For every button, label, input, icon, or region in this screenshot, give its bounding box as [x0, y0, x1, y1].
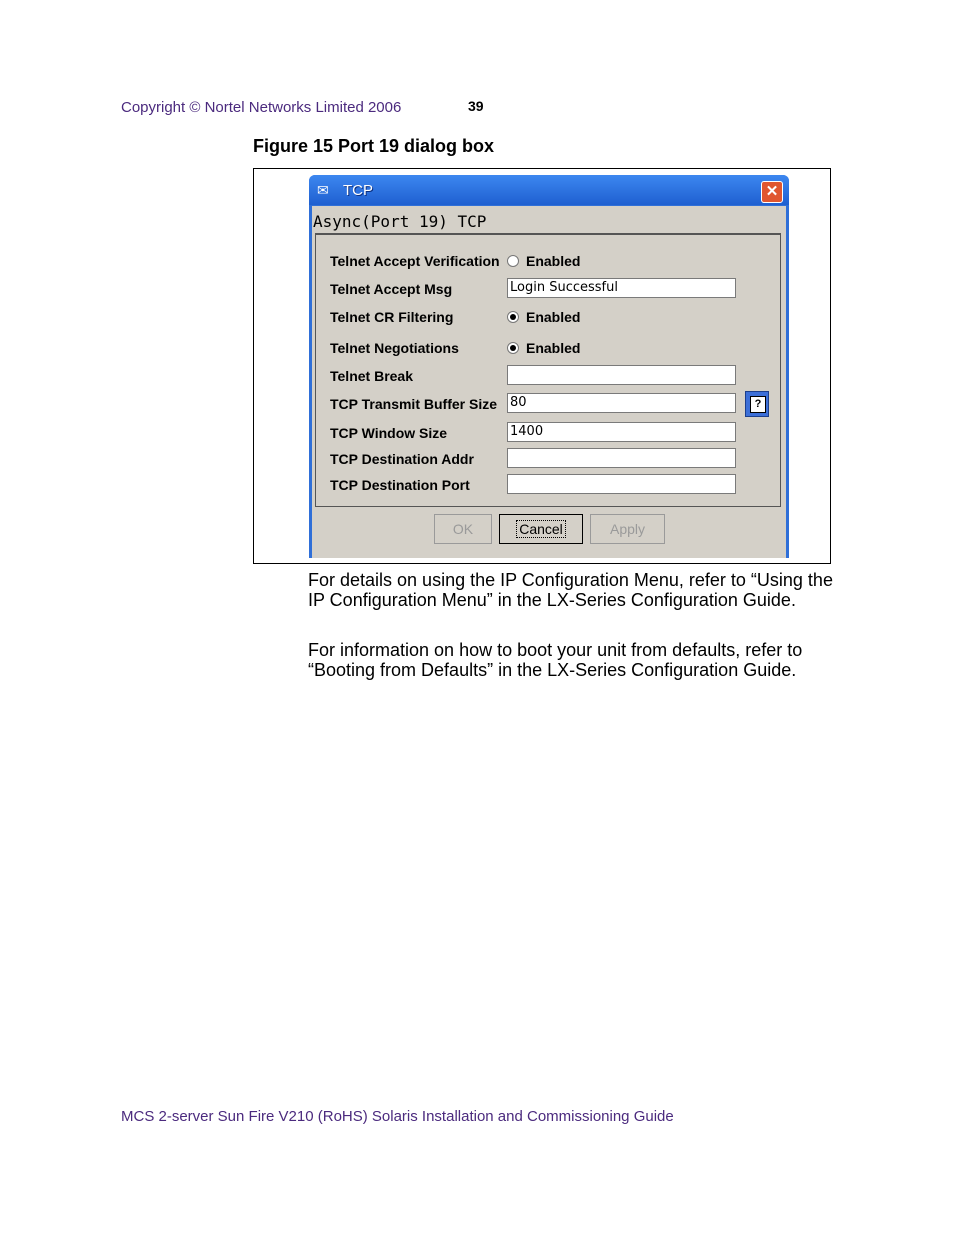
- tcp-transmit-buffer-size-label: TCP Transmit Buffer Size: [330, 396, 498, 412]
- figure-caption: Figure 15 Port 19 dialog box: [253, 136, 495, 156]
- telnet-accept-msg-label: Telnet Accept Msg: [330, 281, 453, 297]
- close-icon[interactable]: ✕: [761, 181, 783, 203]
- dialog-title: TCP: [343, 182, 373, 199]
- telnet-accept-msg-input[interactable]: Login Successful: [507, 278, 736, 298]
- app-icon: ✉: [317, 182, 329, 198]
- tcp-destination-addr-label: TCP Destination Addr: [330, 451, 474, 467]
- tcp-dialog: [309, 175, 789, 558]
- tcp-destination-port-label: TCP Destination Port: [330, 477, 470, 493]
- dialog-body: [312, 206, 786, 558]
- tcp-destination-addr-input[interactable]: [507, 448, 736, 468]
- telnet-negotiations-label: Telnet Negotiations: [330, 340, 459, 356]
- footer-text: MCS 2-server Sun Fire V210 (RoHS) Solaris Installation and Commissioning Guide: [121, 1108, 674, 1125]
- telnet-negotiations-radio-label[interactable]: Enabled: [526, 340, 581, 356]
- telnet-accept-verification-radio[interactable]: [507, 255, 519, 267]
- telnet-cr-filtering-radio[interactable]: [507, 311, 519, 323]
- telnet-accept-verification-radio-label[interactable]: Enabled: [526, 253, 581, 269]
- telnet-cr-filtering-label: Telnet CR Filtering: [330, 309, 454, 325]
- dialog-title-bar[interactable]: [309, 175, 789, 205]
- telnet-cr-filtering-radio-label[interactable]: Enabled: [526, 309, 581, 325]
- tcp-window-size-label: TCP Window Size: [330, 425, 448, 441]
- tcp-window-size-input[interactable]: 1400: [507, 422, 736, 442]
- telnet-negotiations-radio[interactable]: [507, 342, 519, 354]
- help-icon: ?: [750, 396, 766, 413]
- help-button[interactable]: [745, 391, 769, 417]
- tcp-destination-port-input[interactable]: [507, 474, 736, 494]
- telnet-break-input[interactable]: [507, 365, 736, 385]
- tcp-transmit-buffer-size-input[interactable]: 80: [507, 393, 736, 413]
- header-copyright: Copyright © Nortel Networks Limited 2006: [121, 99, 402, 116]
- apply-button[interactable]: Apply: [590, 514, 665, 544]
- settings-panel: [315, 233, 781, 507]
- figure-frame: [253, 168, 831, 564]
- page-number: 39: [468, 98, 484, 114]
- telnet-break-label: Telnet Break: [330, 368, 413, 384]
- body-paragraph-2: For information on how to boot your unit from defaults, refer to “Booting from Defaults” in the LX-Series Configuration Guide.: [308, 640, 803, 680]
- ok-button[interactable]: OK: [434, 514, 492, 544]
- cancel-button-label: Cancel: [516, 520, 566, 538]
- dialog-heading: Async(Port 19) TCP: [313, 212, 487, 231]
- body-paragraph-1: For details on using the IP Configuration Menu, refer to “Using the IP Configuration Menu” in the LX-Series Configuration Guide.: [308, 570, 833, 610]
- cancel-button[interactable]: [499, 514, 583, 544]
- telnet-accept-verification-label: Telnet Accept Verification: [330, 253, 500, 269]
